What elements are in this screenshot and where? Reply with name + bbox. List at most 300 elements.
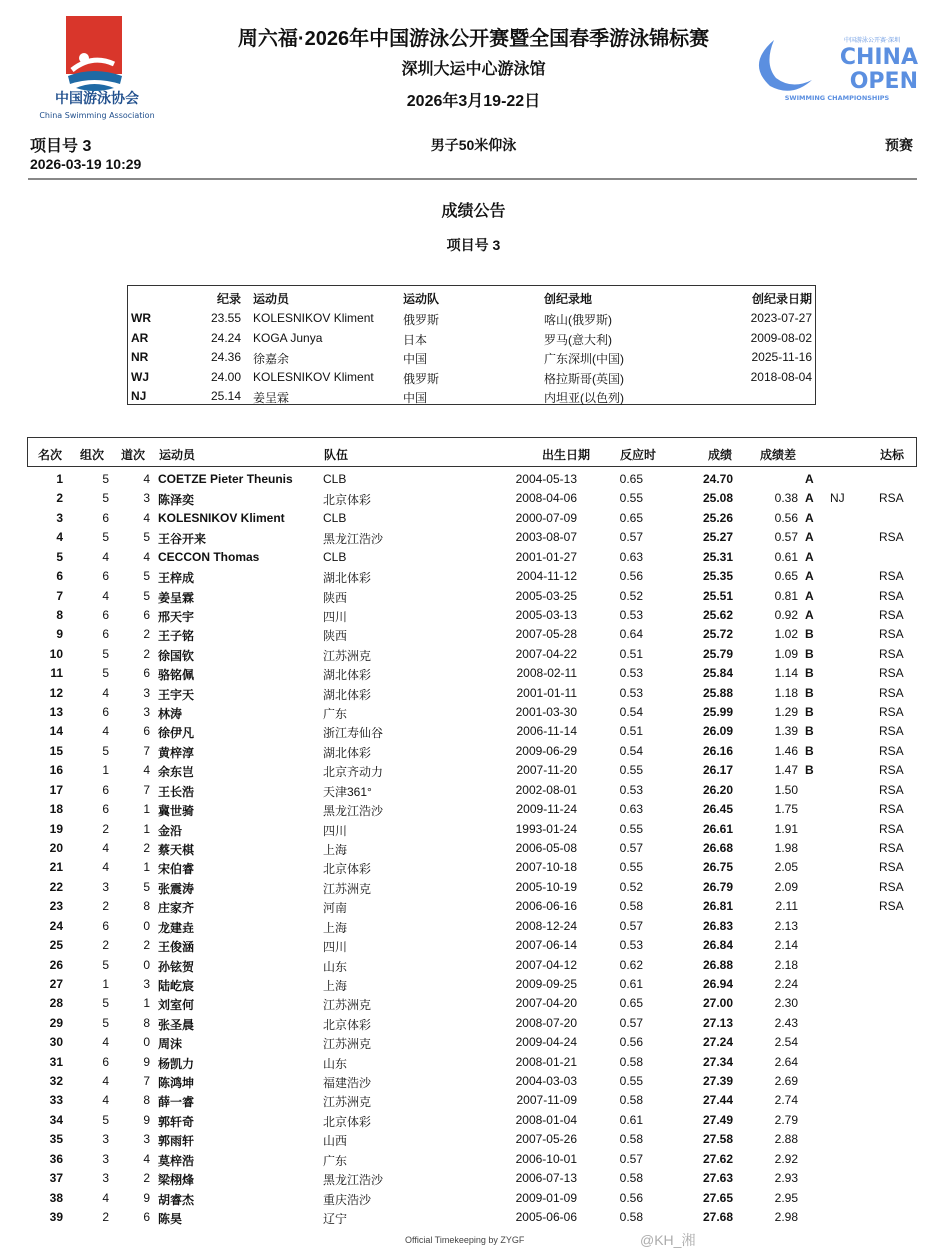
heat: 5 [102,1112,109,1127]
reaction-time: 0.58 [619,1093,643,1108]
result-row [0,1210,947,1229]
qualification-level: B [805,743,814,758]
rank: 8 [56,607,63,622]
records-table [127,285,816,405]
result-time: 26.83 [702,918,733,933]
team: 上海 [323,920,348,935]
time-behind: 0.57 [774,530,798,545]
result-time: 25.84 [702,666,733,681]
lane: 0 [143,957,150,972]
record-place: 喀山(俄罗斯) [544,313,612,327]
reaction-time: 0.55 [619,491,643,506]
divider [28,178,917,180]
rank: 5 [56,549,63,564]
standard: RSA [879,685,904,700]
results-header-cell: 成绩 [707,448,732,462]
result-time: 25.27 [702,530,733,545]
lane: 1 [143,860,150,875]
heat: 6 [102,607,109,622]
result-row [0,744,947,763]
athlete: 陈泽奕 [158,493,195,508]
record-time: 25.14 [210,389,241,403]
lane: 9 [143,1054,150,1069]
qualification-level: A [805,569,814,584]
time-behind: 0.65 [774,569,798,584]
watermark: @KH_湘 [640,1232,696,1248]
records-header-cell: 纪录 [216,292,241,306]
reaction-time: 0.57 [619,1015,643,1030]
standard: RSA [879,627,904,642]
record-holder: 姜呈霖 [253,391,290,405]
reaction-time: 0.53 [619,666,643,681]
reaction-time: 0.53 [619,607,643,622]
result-time: 26.75 [702,860,733,875]
lane: 6 [143,607,150,622]
results-header-cell: 名次 [38,448,63,462]
result-time: 27.24 [702,1035,733,1050]
athlete: 徐伊凡 [158,726,195,741]
reaction-time: 0.56 [619,569,643,584]
birth-date: 2006-07-13 [515,1171,577,1186]
rank: 1 [56,472,63,486]
result-row [0,589,947,608]
athlete: 余东岂 [158,765,195,780]
athlete: 薛一睿 [158,1095,195,1110]
team: 浙江寿仙谷 [323,726,384,741]
rank: 14 [49,724,63,739]
team: 江苏洲克 [323,998,372,1013]
birth-date: 2002-08-01 [515,782,577,797]
time-behind: 1.46 [774,743,798,758]
birth-date: 2001-01-11 [516,685,577,700]
records-header [128,290,815,309]
result-time: 27.34 [702,1054,733,1069]
result-row [0,958,947,977]
time-behind: 2.64 [774,1054,798,1069]
result-time: 25.99 [702,705,733,720]
record-team: 中国 [403,391,428,405]
team: 山东 [323,959,348,974]
team: 河南 [323,901,348,916]
result-row [0,1035,947,1054]
time-behind: 1.18 [774,685,798,700]
athlete: 徐国钦 [158,648,195,663]
record-team: 俄罗斯 [403,313,440,327]
reaction-time: 0.56 [619,1190,643,1205]
team: 四川 [323,940,348,955]
birth-date: 2006-11-14 [516,724,577,739]
birth-date: 2009-06-29 [515,743,577,758]
result-time: 26.94 [702,976,733,991]
result-row [0,491,947,510]
reaction-time: 0.63 [619,549,643,564]
birth-date: 2009-09-25 [515,976,577,991]
time-behind: 2.14 [774,938,798,953]
team: 重庆浩沙 [323,1192,372,1207]
result-time: 25.88 [702,685,733,700]
lane: 7 [143,1074,150,1089]
result-time: 25.26 [702,510,733,525]
rank: 36 [49,1151,63,1166]
qualification-level: B [805,724,814,739]
result-time: 25.35 [702,569,733,584]
team: 黑龙江浩沙 [323,1173,384,1188]
result-row [0,530,947,549]
athlete: 姜呈霖 [158,590,195,605]
records-header-cell: 运动队 [403,292,440,306]
records-header-cell: 创纪录日期 [751,292,812,306]
reaction-time: 0.58 [619,1171,643,1186]
qualification-level: A [805,607,814,622]
results-header-cell: 出生日期 [541,448,590,462]
reaction-time: 0.53 [619,782,643,797]
rank: 4 [56,530,63,545]
result-row [0,1016,947,1035]
result-time: 27.62 [702,1151,733,1166]
team: 黑龙江浩沙 [323,532,384,547]
record-holder: KOLESNIKOV Kliment [253,311,374,325]
time-behind: 1.02 [774,627,798,642]
athlete: 林涛 [158,707,183,722]
result-row [0,763,947,782]
athlete: 杨凯力 [158,1056,195,1071]
team: 北京体彩 [323,1114,372,1129]
heat: 4 [102,1190,109,1205]
athlete: 张震涛 [158,881,195,896]
reaction-time: 0.58 [619,1209,643,1224]
birth-date: 2007-06-14 [515,938,577,953]
team: 陕西 [323,629,348,644]
team: 湖北体彩 [323,571,372,586]
team: CLB [323,472,347,486]
heat: 6 [102,782,109,797]
lane: 5 [143,569,150,584]
results-header-cell: 运动员 [159,448,196,462]
result-time: 27.58 [702,1132,733,1147]
athlete: 周沫 [158,1037,183,1052]
result-row [0,802,947,821]
lane: 7 [143,782,150,797]
birth-date: 2006-05-08 [515,840,577,855]
heat: 4 [102,724,109,739]
time-behind: 2.43 [774,1015,798,1030]
timekeeping-footer: Official Timekeeping by ZYGF [405,1235,525,1245]
results-header-cell: 成绩差 [760,448,797,462]
birth-date: 1993-01-24 [515,821,577,836]
birth-date: 2008-07-20 [515,1015,577,1030]
athlete: 陆屹宸 [158,978,195,993]
result-time: 27.63 [702,1171,733,1186]
rank: 28 [49,996,63,1011]
result-row [0,1171,947,1190]
result-row [0,608,947,627]
record-code: NJ [131,389,147,403]
reaction-time: 0.54 [619,705,643,720]
team: CLB [323,549,347,564]
heat: 6 [102,627,109,642]
heat: 3 [102,879,109,894]
rank: 32 [49,1074,63,1089]
team: 山西 [323,1134,348,1149]
record-time: 23.55 [210,311,241,325]
reaction-time: 0.58 [619,899,643,914]
birth-date: 2007-04-22 [515,646,577,661]
standard: RSA [879,607,904,622]
heat: 5 [102,743,109,758]
reaction-time: 0.52 [619,588,643,603]
team: 上海 [323,842,348,857]
heat: 6 [102,1054,109,1069]
lane: 5 [143,879,150,894]
standard: RSA [879,782,904,797]
reaction-time: 0.53 [619,685,643,700]
event-number: 项目号 3 [30,138,92,155]
time-behind: 2.69 [774,1074,798,1089]
time-behind: 1.91 [774,821,798,836]
reaction-time: 0.56 [619,1035,643,1050]
result-row [0,841,947,860]
team: 上海 [323,978,348,993]
birth-date: 2008-04-06 [515,491,577,506]
birth-date: 2009-11-24 [516,802,577,817]
lane: 4 [143,472,150,486]
team: 天津361° [323,784,372,799]
time-behind: 2.13 [774,918,798,933]
team: 江苏洲克 [323,881,372,896]
results-header-cell: 达标 [879,448,904,462]
result-time: 25.08 [702,491,733,506]
reaction-time: 0.58 [619,1132,643,1147]
svg-text:中国游泳协会: 中国游泳协会 [55,91,139,107]
team: 广东 [323,1153,348,1168]
team: 江苏洲克 [323,1095,372,1110]
qualification-level: A [805,472,814,486]
athlete: KOLESNIKOV Kliment [158,510,285,525]
athlete: 郭轩奇 [158,1114,195,1129]
time-behind: 0.61 [774,549,798,564]
standard: RSA [879,588,904,603]
birth-date: 2007-10-18 [515,860,577,875]
reaction-time: 0.63 [619,802,643,817]
heat: 2 [102,938,109,953]
rank: 18 [49,802,63,817]
heat: 3 [102,1132,109,1147]
lane: 2 [143,938,150,953]
lane: 6 [143,724,150,739]
result-time: 26.16 [702,743,733,758]
time-behind: 1.98 [774,840,798,855]
rank: 12 [49,685,63,700]
result-time: 24.70 [702,472,733,486]
reaction-time: 0.58 [619,1054,643,1069]
lane: 7 [143,743,150,758]
record-time: 24.24 [210,330,241,345]
heat: 4 [102,1074,109,1089]
lane: 2 [143,646,150,661]
result-row [0,511,947,530]
reaction-time: 0.55 [619,860,643,875]
result-time: 25.72 [702,627,733,642]
result-time: 25.62 [702,607,733,622]
qualification-level: A [805,510,814,525]
time-behind: 0.56 [774,510,798,525]
rank: 37 [49,1171,63,1186]
heat: 5 [102,666,109,681]
qualification-level: B [805,763,814,778]
time-behind: 1.47 [774,763,798,778]
record-place: 罗马(意大利) [544,332,612,347]
athlete: 宋伯睿 [158,862,195,877]
result-time: 27.68 [702,1209,733,1224]
record-time: 24.36 [210,350,241,364]
qualification-level: A [805,530,814,545]
result-row [0,783,947,802]
result-row [0,938,947,957]
rank: 26 [49,957,63,972]
standard: RSA [879,491,904,506]
heat: 5 [102,491,109,506]
birth-date: 2007-04-20 [515,996,577,1011]
record-mark: NJ [830,491,845,506]
result-row [0,569,947,588]
standard: RSA [879,821,904,836]
reaction-time: 0.57 [619,1151,643,1166]
rank: 23 [49,899,63,914]
athlete: 王长浩 [158,784,195,799]
lane: 5 [143,588,150,603]
lane: 9 [143,1190,150,1205]
lane: 1 [143,996,150,1011]
result-row [0,705,947,724]
athlete: 刘室何 [158,998,195,1013]
reaction-time: 0.55 [619,821,643,836]
reaction-time: 0.54 [619,743,643,758]
team: 江苏洲克 [323,648,372,663]
record-holder: KOLESNIKOV Kliment [253,369,374,384]
lane: 8 [143,1093,150,1108]
svg-text:中国游泳公开赛·深圳: 中国游泳公开赛·深圳 [844,37,900,44]
record-team: 中国 [403,352,428,366]
time-behind: 2.79 [774,1112,798,1127]
rank: 25 [49,938,63,953]
reaction-time: 0.65 [619,996,643,1011]
heat: 6 [102,569,109,584]
record-team: 日本 [403,332,428,347]
time-behind: 1.29 [774,705,798,720]
lane: 2 [143,840,150,855]
heat: 6 [102,918,109,933]
reaction-time: 0.61 [619,976,643,991]
athlete: 龙建垚 [158,920,195,935]
time-behind: 1.39 [774,724,798,739]
birth-date: 2005-03-25 [515,588,577,603]
time-behind: 1.50 [774,782,798,797]
team: CLB [323,510,347,525]
rank: 17 [49,782,63,797]
athlete: 胡睿杰 [158,1192,195,1207]
standard: RSA [879,763,904,778]
lane: 0 [143,918,150,933]
heat: 5 [102,646,109,661]
lane: 2 [143,1171,150,1186]
competition-title: 周六福·2026年中国游泳公开赛暨全国春季游泳锦标赛 [237,28,710,50]
result-row [0,1055,947,1074]
venue: 深圳大运中心游泳馆 [401,61,546,78]
result-row [0,977,947,996]
rank: 27 [49,976,63,991]
svg-text:SWIMMING CHAMPIONSHIPS: SWIMMING CHAMPIONSHIPS [784,94,890,102]
record-code: AR [131,330,149,345]
event-round: 预赛 [885,137,913,153]
reaction-time: 0.62 [619,957,643,972]
reaction-time: 0.57 [619,530,643,545]
standard: RSA [879,840,904,855]
result-time: 25.51 [702,588,733,603]
heat: 5 [102,1015,109,1030]
rank: 11 [50,666,63,681]
time-behind: 0.38 [774,491,798,506]
announcement-title: 成绩公告 [441,203,506,220]
heat: 5 [102,472,109,486]
heat: 3 [102,1171,109,1186]
result-row [0,1074,947,1093]
standard: RSA [879,724,904,739]
time-behind: 1.75 [774,802,798,817]
result-row [0,919,947,938]
team: 北京齐动力 [323,765,384,780]
record-date: 2023-07-27 [750,311,812,325]
team: 湖北体彩 [323,745,372,760]
reaction-time: 0.65 [619,510,643,525]
record-row [128,389,815,408]
result-row [0,860,947,879]
athlete: 骆铭佩 [158,668,195,683]
result-row [0,647,947,666]
result-time: 27.00 [702,996,733,1011]
birth-date: 2006-06-16 [515,899,577,914]
result-time: 27.39 [702,1074,733,1089]
time-behind: 2.18 [774,957,798,972]
record-date: 2009-08-02 [750,330,812,345]
result-row [0,666,947,685]
lane: 4 [143,1151,150,1166]
rank: 22 [49,879,63,894]
standard: RSA [879,569,904,584]
lane: 6 [143,1209,150,1224]
lane: 4 [143,763,150,778]
team: 北京体彩 [323,1017,372,1032]
heat: 4 [102,549,109,564]
result-time: 26.88 [702,957,733,972]
rank: 6 [56,569,63,584]
lane: 0 [143,1035,150,1050]
athlete: 梁栩烽 [158,1173,195,1188]
result-row [0,1191,947,1210]
reaction-time: 0.57 [619,918,643,933]
team: 陕西 [323,590,348,605]
birth-date: 2008-12-24 [515,918,577,933]
athlete: 陈昊 [158,1211,183,1226]
team: 四川 [323,609,348,624]
time-behind: 2.88 [774,1132,798,1147]
heat: 4 [102,1093,109,1108]
competition-dates: 2026年3月19-22日 [406,93,541,110]
rank: 9 [56,627,63,642]
time-behind: 0.81 [774,588,798,603]
heat: 4 [102,685,109,700]
results-table-header [27,437,917,467]
athlete: 金沿 [158,823,183,838]
